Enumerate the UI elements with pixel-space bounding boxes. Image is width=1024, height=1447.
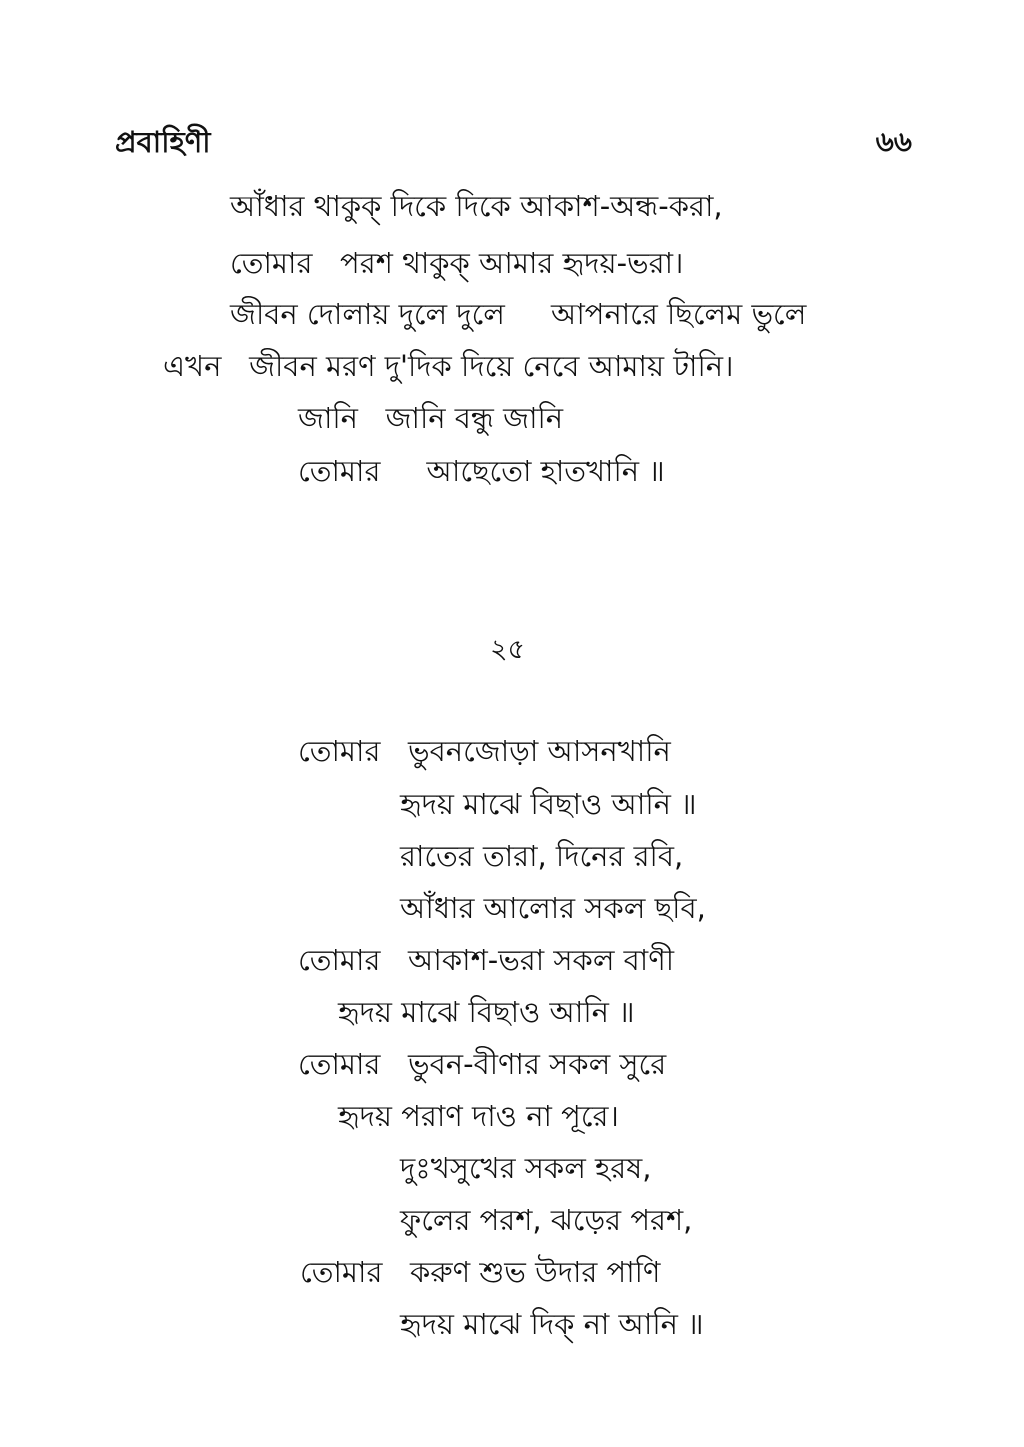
poem-line: তোমার করুণ শুভ উদার পাণি [300, 1255, 661, 1289]
poem-line: হৃদয় মাঝে দিক্ না আনি ॥ [400, 1307, 704, 1341]
poem-line: তোমার আছেতো হাতখানি ॥ [298, 454, 665, 488]
poem-line: হৃদয় মাঝে বিছাও আনি ॥ [338, 995, 635, 1029]
poem-line: জীবন দোলায় দুলে দুলে আপনারে ছিলেম ভুলে [230, 297, 807, 331]
poem-line: তোমার ভুবন-বীণার সকল সুরে [298, 1047, 667, 1081]
poem-line: জানি জানি বন্ধু জানি [298, 401, 564, 435]
poem-line: এখন জীবন মরণ দু'দিক দিয়ে নেবে আমায় টানি। [163, 349, 734, 383]
poem-line: তোমার ভুবনজোড়া আসনখানি [298, 734, 671, 768]
poem-line: আঁধার থাকুক্ দিকে দিকে আকাশ-অন্ধ-করা, [230, 189, 723, 223]
poem-line: রাতের তারা, দিনের রবি, [400, 839, 684, 873]
page-header [115, 122, 912, 166]
poem-line: আঁধার আলোর সকল ছবি, [400, 891, 706, 925]
poem-line: তোমার আকাশ-ভরা সকল বাণী [298, 943, 675, 977]
page-number: ৬৬ [875, 125, 912, 158]
poem-line: তোমার পরশ থাকুক্ আমার হৃদয়-ভরা। [230, 246, 684, 280]
book-title: প্রবাহিণী [115, 125, 211, 159]
poem-line: হৃদয় মাঝে বিছাও আনি ॥ [400, 787, 697, 821]
section-number: ২৫ [490, 634, 526, 665]
poem-line: হৃদয় পরাণ দাও না পূরে। [338, 1099, 619, 1133]
poem-line: দুঃখসুখের সকল হরষ, [400, 1151, 652, 1185]
poem-line: ফুলের পরশ, ঝড়ের পরশ, [400, 1203, 693, 1237]
